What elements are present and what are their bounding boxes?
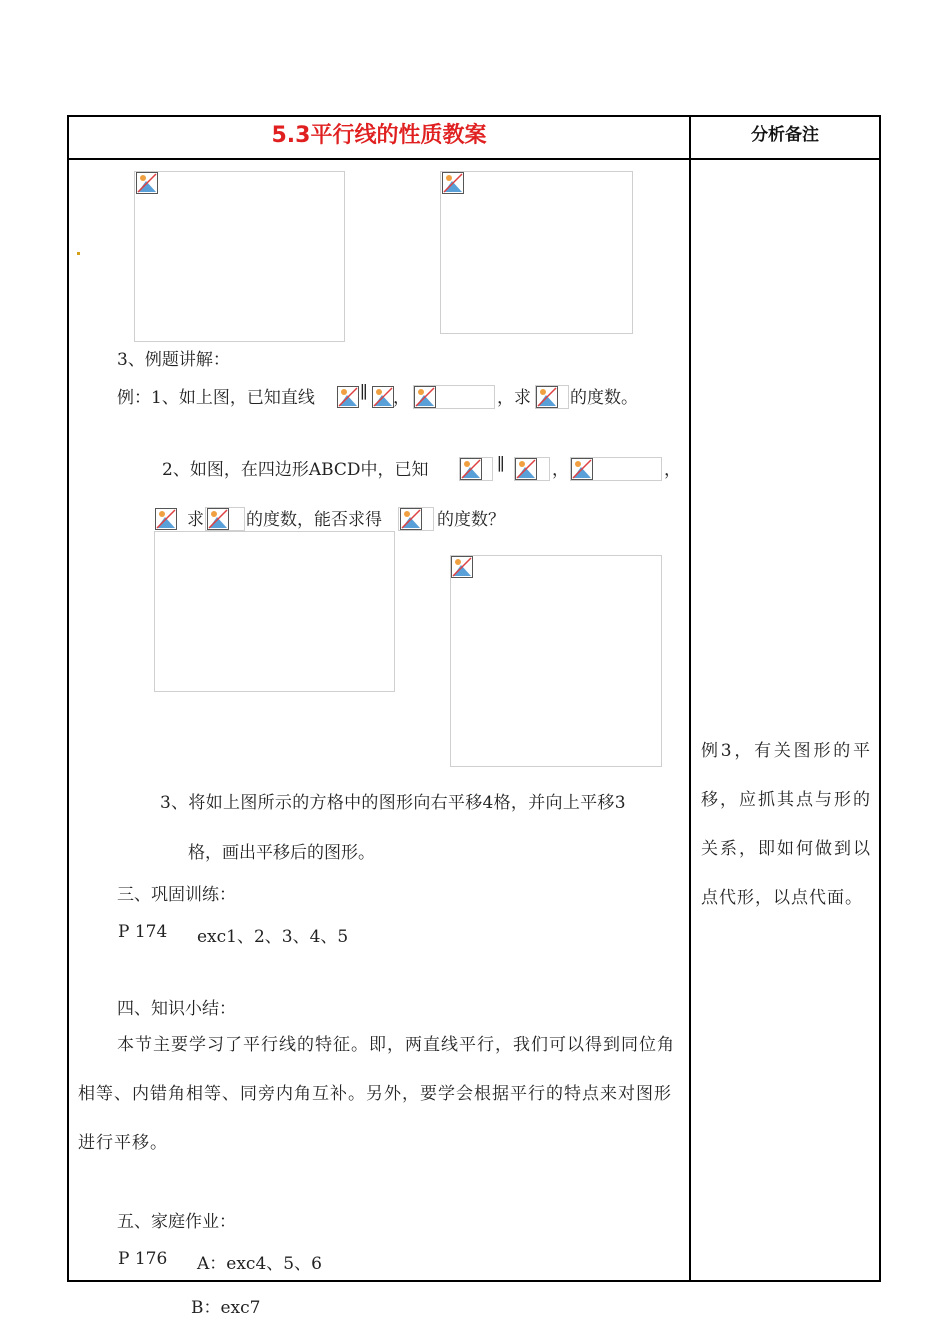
- formula-image-icon: [571, 458, 593, 480]
- comma: ，: [393, 388, 410, 408]
- comma: ，: [664, 460, 681, 480]
- figure-image-icon: [155, 508, 177, 530]
- example-3-line-1: 3、将如上图所示的方格中的图形向右平移4格，并向上平移3: [160, 793, 626, 813]
- homework-page: P 176: [118, 1249, 168, 1269]
- summary-heading: 四、知识小结：: [117, 999, 236, 1019]
- formula-image-icon: [400, 508, 422, 530]
- parallel-symbol: ∥: [497, 455, 505, 475]
- figure-image-1: [134, 171, 345, 342]
- formula-image-icon: [207, 508, 229, 530]
- page-title: 5.3平行线的性质教案: [271, 123, 487, 148]
- formula-image-icon: [372, 386, 394, 408]
- homework-heading: 五、家庭作业：: [117, 1212, 236, 1232]
- example-2-qiu: 求: [187, 510, 204, 530]
- parallel-symbol: ∥: [360, 383, 368, 403]
- side-column-title: 分析备注: [751, 125, 819, 145]
- example-1-tail: 的度数。: [570, 388, 638, 408]
- homework-a: A：exc4、5、6: [197, 1254, 322, 1274]
- consolidate-heading: 三、巩固训练：: [117, 885, 236, 905]
- example-2-mid: 的度数，能否求得: [246, 510, 382, 530]
- example-heading: 3、例题讲解：: [117, 350, 230, 370]
- formula-image-icon: [414, 386, 436, 408]
- figure-image-3: [154, 531, 395, 692]
- example-2-tail: 的度数？: [437, 510, 505, 530]
- stray-dot: [77, 252, 80, 255]
- formula-image-icon: [515, 458, 537, 480]
- broken-image-icon: [442, 172, 464, 194]
- formula-image-icon: [337, 386, 359, 408]
- consolidate-items: exc1、2、3、4、5: [197, 927, 349, 947]
- example-1-text: 例：1、如上图，已知直线: [117, 388, 315, 408]
- comma: ，: [552, 460, 569, 480]
- example-1-qiu: ，求: [497, 388, 531, 408]
- homework-b: B：exc7: [191, 1298, 261, 1318]
- formula-image-icon: [536, 386, 558, 408]
- header-divider: [67, 158, 881, 160]
- example-2-text: 2、如图，在四边形ABCD中，已知: [162, 460, 429, 480]
- figure-image-2: [440, 171, 633, 334]
- example-3-line-2: 格，画出平移后的图形。: [188, 843, 375, 863]
- broken-image-icon: [451, 556, 473, 578]
- formula-image-icon: [460, 458, 482, 480]
- side-note: 例3，有关图形的平移，应抓其点与形的关系，即如何做到以点代形，以点代面。: [701, 741, 871, 908]
- column-divider: [689, 115, 691, 1282]
- summary-paragraph: 本节主要学习了平行线的特征。即，两直线平行，我们可以得到同位角相等、内错角相等、同旁内角互补。另外，要学会根据平行的特点来对图形进行平移。: [78, 1035, 675, 1153]
- consolidate-page: P 174: [118, 922, 168, 942]
- broken-image-icon: [136, 172, 158, 194]
- figure-image-4: [450, 555, 662, 767]
